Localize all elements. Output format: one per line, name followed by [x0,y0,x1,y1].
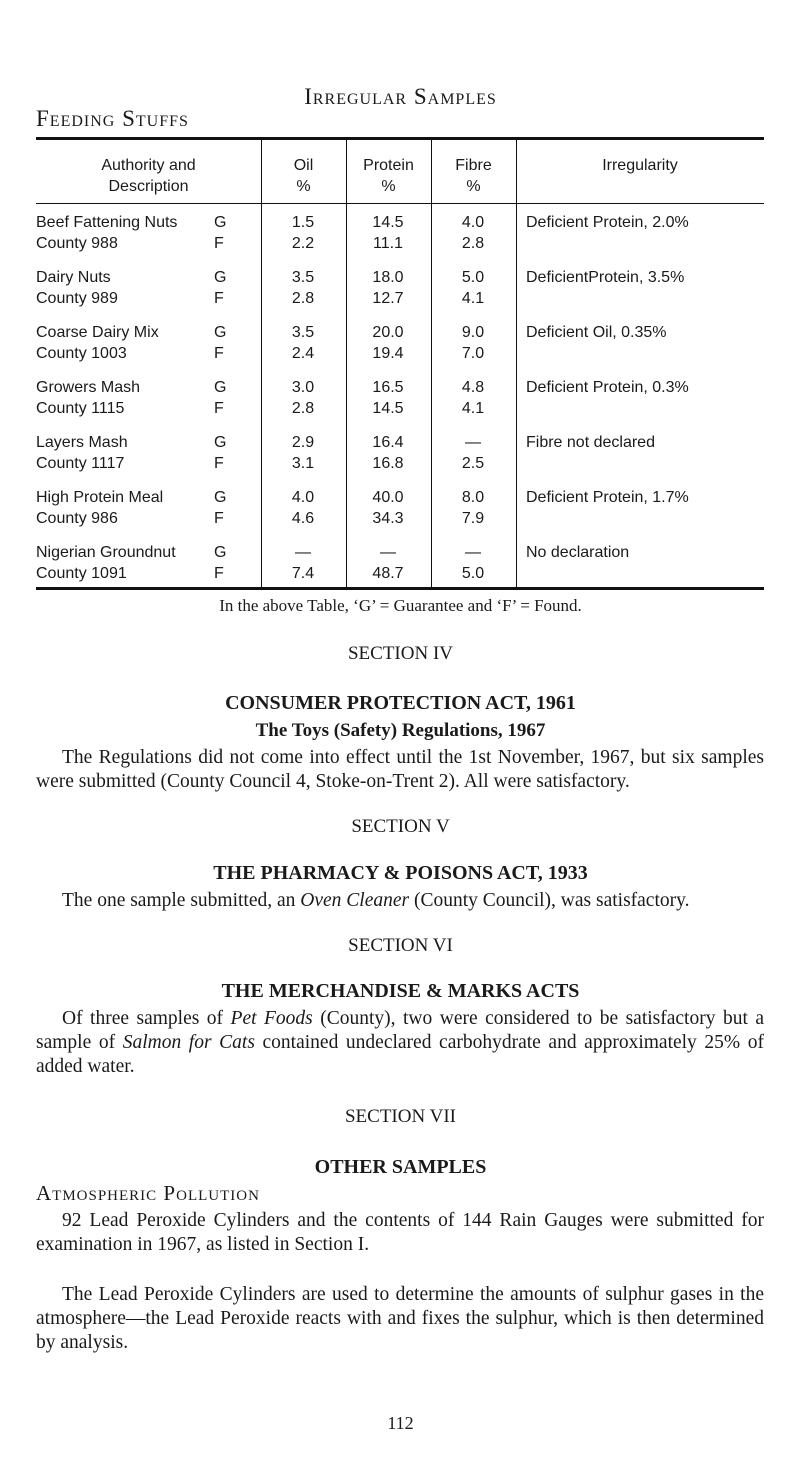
table-column-divider [346,137,347,590]
header-protein-label: Protein [363,157,414,174]
row-oil-found: 2.2 [291,235,315,252]
row-fibre-found: 7.9 [461,510,485,527]
section-iv-subtitle: The Toys (Safety) Regulations, 1967 [255,720,546,741]
row-fibre-found: 4.1 [461,290,485,307]
page-title: Irregular Samples [304,84,497,109]
section-vii-paragraph-1 [36,1209,764,1257]
section-vi-label: SECTION VI [348,935,453,956]
row-irregularity: Fibre not declared [526,434,655,451]
row-found-label: F [214,400,224,417]
row-oil-guarantee: — [295,544,311,561]
row-fibre-found: 4.1 [461,400,485,417]
table-column-divider [261,137,262,590]
row-product-name: Coarse Dairy Mix [36,324,159,341]
row-protein-found: 14.5 [372,400,404,417]
header-protein [346,155,431,197]
section-iv-act-title: CONSUMER PROTECTION ACT, 1961 [225,692,576,714]
row-oil-guarantee: 3.0 [291,379,315,396]
row-product-name: Layers Mash [36,434,128,451]
row-irregularity: Deficient Protein, 1.7% [526,489,689,506]
row-fibre-guarantee: 8.0 [461,489,485,506]
row-irregularity: Deficient Oil, 0.35% [526,324,667,341]
page-number: 112 [387,1413,414,1433]
row-oil-guarantee: 1.5 [291,214,315,231]
row-irregularity: Deficient Protein, 2.0% [526,214,689,231]
row-county-ref: County 1003 [36,345,127,362]
table-column-divider [516,137,517,590]
row-fibre-guarantee: 5.0 [461,269,485,286]
section-vii-title: OTHER SAMPLES [314,1156,487,1178]
section-subtitle: Feeding Stuffs [36,106,189,131]
section-v-text-1: The one sample submitted, an [62,890,296,911]
section-iv-paragraph [36,746,764,794]
row-protein-found: 48.7 [372,565,404,582]
section-v-paragraph [36,889,764,913]
row-guarantee-label: G [214,214,227,231]
table-column-divider [431,137,432,590]
row-guarantee-label: G [214,544,227,561]
header-oil [261,155,346,197]
table-top-rule [36,137,764,140]
row-product-name: Dairy Nuts [36,269,111,286]
row-protein-guarantee: 16.4 [372,434,404,451]
row-protein-found: 16.8 [372,455,404,472]
section-vi-text-3: contained undeclared carbohydrate and approximately 25% of added water. [36,1032,764,1077]
row-product-name: Growers Mash [36,379,141,396]
header-irregularity: Irregularity [602,157,678,174]
row-product-name: High Protein Meal [36,489,164,506]
section-vii-text-2: The Lead Peroxide Cylinders are used to determine the amounts of sulphur gases in the atmosphere—the Lead Peroxide reacts with and fixes the sulphur, which is then determined by analysis. [36,1284,764,1353]
row-found-label: F [214,345,224,362]
table-header-rule [36,203,764,204]
row-guarantee-label: G [214,269,227,286]
table-bottom-rule [36,587,764,590]
header-fibre-label: Fibre [455,157,492,174]
row-county-ref: County 986 [36,510,118,527]
row-irregularity: Deficient Protein, 0.3% [526,379,689,396]
row-county-ref: County 1117 [36,455,125,472]
row-guarantee-label: G [214,324,227,341]
row-protein-found: 11.1 [373,235,403,252]
row-found-label: F [214,455,224,472]
section-v-label: SECTION V [351,816,450,837]
section-vi-paragraph [36,1007,764,1079]
section-vii-subheading: Atmospheric Pollution [36,1181,260,1205]
row-fibre-guarantee: 4.8 [461,379,485,396]
row-protein-found: 19.4 [372,345,404,362]
row-fibre-found: 5.0 [461,565,485,582]
row-protein-found: 34.3 [372,510,404,527]
row-protein-guarantee: — [380,544,396,561]
row-oil-guarantee: 2.9 [291,434,315,451]
section-iv-text: The Regulations did not come into effect until the 1st November, 1967, but six samples were submitted (County Council 4, Stoke-on-Trent 2). All were satisfactory. [36,747,764,792]
section-vii-text-1: 92 Lead Peroxide Cylinders and the contents of 144 Rain Gauges were submitted for examination in 1967, as listed in Section I. [36,1210,764,1255]
row-county-ref: County 988 [36,235,118,252]
section-vii-label: SECTION VII [344,1106,456,1127]
header-oil-label: Oil [293,157,314,174]
row-fibre-guarantee: — [465,544,481,561]
row-product-name: Beef Fattening Nuts [36,214,178,231]
header-oil-unit: % [296,178,311,195]
row-oil-guarantee: 3.5 [291,324,315,341]
section-v-italic: Oven Cleaner [300,890,410,911]
row-found-label: F [214,235,224,252]
row-found-label: F [214,290,224,307]
row-county-ref: County 1115 [36,400,125,417]
row-guarantee-label: G [214,379,227,396]
header-fibre [431,155,516,197]
section-vi-act-title: THE MERCHANDISE & MARKS ACTS [221,980,580,1002]
row-oil-found: 3.1 [291,455,315,472]
row-product-name: Nigerian Groundnut [36,544,176,561]
header-protein-unit: % [381,178,396,195]
section-v-act-title: THE PHARMACY & POISONS ACT, 1933 [213,862,588,884]
row-fibre-guarantee: 4.0 [461,214,485,231]
row-oil-found: 2.8 [291,400,315,417]
row-protein-guarantee: 14.5 [372,214,404,231]
row-county-ref: County 1091 [36,565,127,582]
row-fibre-found: 2.8 [461,235,485,252]
row-oil-found: 7.4 [291,565,315,582]
row-oil-guarantee: 3.5 [291,269,315,286]
row-protein-found: 12.7 [372,290,404,307]
header-authority-line1: Authority and [101,157,196,174]
row-irregularity: DeficientProtein, 3.5% [526,269,685,286]
row-protein-guarantee: 20.0 [372,324,404,341]
row-oil-found: 2.4 [291,345,315,362]
header-authority-line2: Description [108,178,189,195]
row-oil-found: 4.6 [291,510,315,527]
row-fibre-guarantee: — [465,434,481,451]
section-vi-italic-2: Salmon for Cats [122,1032,255,1053]
row-found-label: F [214,510,224,527]
section-v-text-2: (County Council), was satisfactory. [414,890,690,911]
row-irregularity: No declaration [526,544,630,561]
row-protein-guarantee: 18.0 [372,269,404,286]
row-county-ref: County 989 [36,290,118,307]
row-fibre-guarantee: 9.0 [461,324,485,341]
section-vi-text-2: (County), two were considered to be satisfactory but a sample of [36,1008,765,1053]
row-protein-guarantee: 40.0 [372,489,404,506]
header-authority [36,155,261,197]
row-oil-found: 2.8 [291,290,315,307]
header-fibre-unit: % [466,178,481,195]
row-found-label: F [214,565,224,582]
row-guarantee-label: G [214,434,227,451]
section-iv-label: SECTION IV [347,643,454,664]
irregular-samples-table [36,137,764,590]
section-vi-italic-1: Pet Foods [230,1008,313,1029]
row-fibre-found: 7.0 [461,345,485,362]
section-vi-text-1: Of three samples of [62,1008,224,1029]
row-protein-guarantee: 16.5 [372,379,404,396]
section-vii-paragraph-2 [36,1283,764,1355]
row-guarantee-label: G [214,489,227,506]
row-fibre-found: 2.5 [461,455,485,472]
row-oil-guarantee: 4.0 [291,489,315,506]
table-note: In the above Table, ‘G’ = Guarantee and ‘F’ = Found. [219,596,582,615]
